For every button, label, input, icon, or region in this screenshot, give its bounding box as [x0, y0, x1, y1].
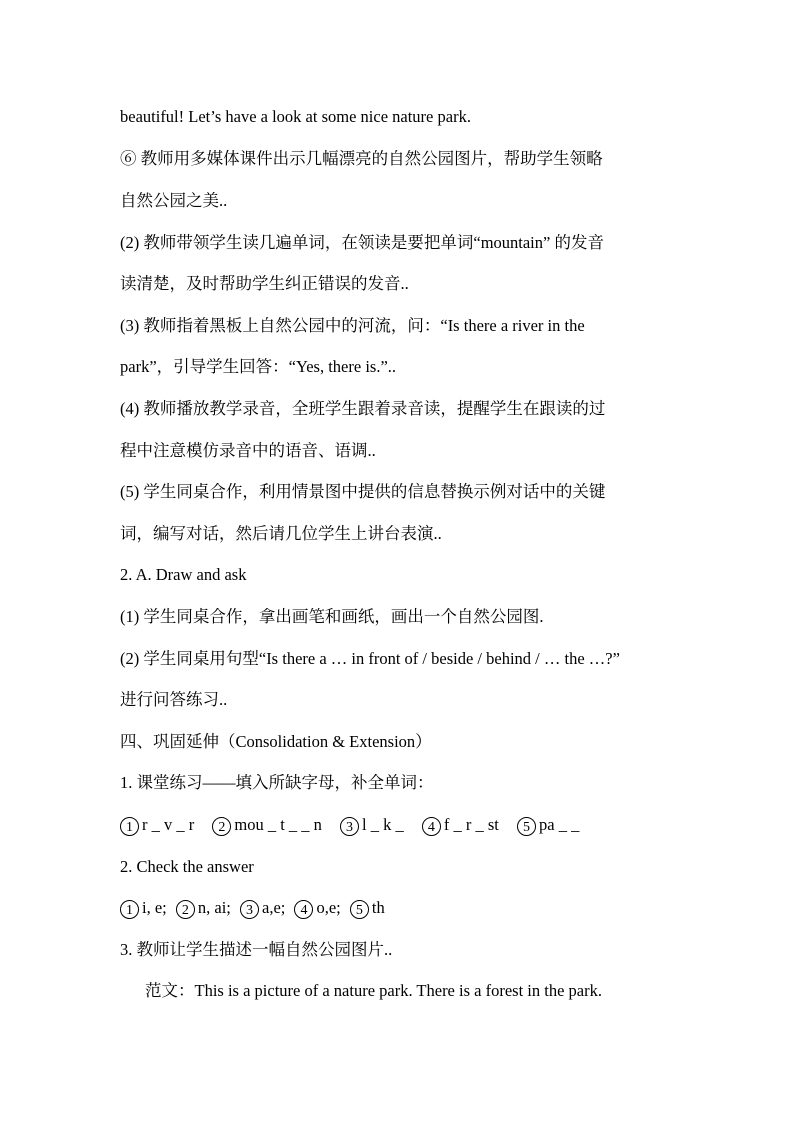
- circled-number: 5: [517, 817, 536, 836]
- exercise-item: [340, 815, 404, 834]
- text-line: (2) 学生同桌用句型“Is there a … in front of / beside / behind / … the …?”: [120, 649, 620, 668]
- text-line: 1. 课堂练习——填入所缺字母，补全单词：: [120, 773, 434, 792]
- answer-text: i, e;: [142, 898, 167, 917]
- answer-text: o,e;: [316, 898, 341, 917]
- text-line: (1) 学生同桌合作，拿出画笔和画纸，画出一个自然公园图.: [120, 607, 544, 626]
- exercise-item: [120, 815, 194, 834]
- text-line: 读清楚，及时帮助学生纠正错误的发音..: [120, 274, 409, 293]
- circled-number: 1: [120, 817, 139, 836]
- text-line: (5) 学生同桌合作，利用情景图中提供的信息替换示例对话中的关键: [120, 482, 606, 501]
- circled-number: 4: [294, 900, 313, 919]
- exercise-word: pa _ _: [539, 815, 580, 834]
- circled-number: 2: [212, 817, 231, 836]
- answer-text: a,e;: [262, 898, 286, 917]
- answer-item: [350, 898, 385, 917]
- circled-number: 1: [120, 900, 139, 919]
- circled-number: 2: [176, 900, 195, 919]
- text-line: park”，引导学生回答：“Yes, there is.”..: [120, 357, 397, 376]
- circled-number: 3: [240, 900, 259, 919]
- text-line: 词，编写对话，然后请几位学生上讲台表演..: [120, 524, 442, 543]
- text-line: (4) 教师播放教学录音，全班学生跟着录音读，提醒学生在跟读的过: [120, 399, 606, 418]
- text-line: 自然公园之美..: [120, 191, 228, 210]
- text-line: 3. 教师让学生描述一幅自然公园图片..: [120, 940, 393, 959]
- section-heading: 2. Check the answer: [120, 857, 254, 876]
- section-heading: 四、巩固延伸（Consolidation & Extension）: [120, 732, 432, 751]
- text-line: ⑥ 教师用多媒体课件出示几幅漂亮的自然公园图片，帮助学生领略: [120, 149, 603, 168]
- text-line: beautiful! Let’s have a look at some nice nature park.: [120, 107, 471, 126]
- exercise-word: mou _ t _ _ n: [234, 815, 322, 834]
- exercise-item: [517, 815, 579, 834]
- circled-number: 5: [350, 900, 369, 919]
- answer-item: [176, 898, 231, 917]
- exercise-word: f _ r _ st: [443, 815, 499, 834]
- section-heading: 2. A. Draw and ask: [120, 565, 247, 584]
- exercise-item: [422, 815, 499, 834]
- sample-text: 范文：This is a picture of a nature park. There is a forest in the park.: [145, 981, 602, 1000]
- answer-item: [120, 898, 167, 917]
- answer-list: [120, 897, 390, 919]
- exercise-item: [212, 815, 322, 834]
- circled-number: 3: [340, 817, 359, 836]
- text-line: (2) 教师带领学生读几遍单词，在领读是要把单词“mountain” 的发音: [120, 233, 604, 252]
- exercise-word: r _ v _ r: [142, 815, 195, 834]
- exercise-word: l _ k _: [362, 815, 404, 834]
- answer-text: n, ai;: [197, 898, 231, 917]
- text-line: (3) 教师指着黑板上自然公园中的河流，问：“Is there a river in the: [120, 316, 585, 335]
- circled-number: 4: [422, 817, 441, 836]
- answer-item: [294, 898, 340, 917]
- answer-text: th: [371, 898, 385, 917]
- answer-item: [240, 898, 285, 917]
- text-line: 进行问答练习..: [120, 690, 228, 709]
- text-line: 程中注意模仿录音中的语音、语调..: [120, 441, 376, 460]
- fill-in-exercise: [120, 814, 593, 836]
